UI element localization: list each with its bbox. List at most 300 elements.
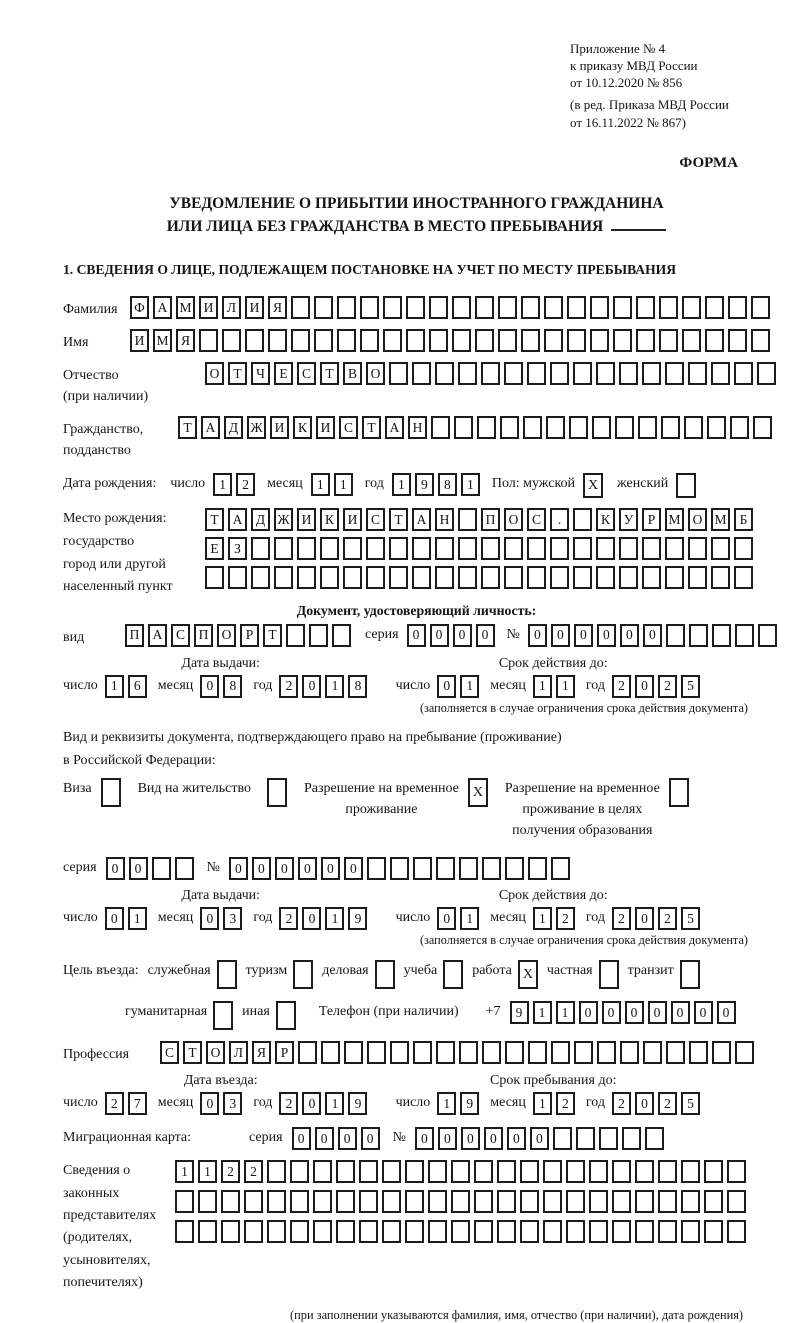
purpose-transit-checkbox[interactable] [680,960,700,989]
char-cell[interactable]: 0 [200,907,219,930]
sex-female-checkbox[interactable] [676,473,696,498]
char-cell[interactable]: К [293,416,312,439]
char-cell[interactable] [199,329,218,352]
char-cell[interactable]: Е [205,537,224,560]
char-cell[interactable]: 0 [321,857,340,880]
char-cell[interactable] [596,537,615,560]
char-cell[interactable] [612,1160,631,1183]
sex-male-checkbox[interactable]: X [583,473,603,498]
char-cell[interactable] [198,1220,217,1243]
temp-permit-checkbox[interactable]: X [468,778,488,807]
char-cell[interactable]: О [217,624,236,647]
char-cell[interactable] [665,537,684,560]
char-cell[interactable] [636,329,655,352]
char-cell[interactable]: 2 [612,675,631,698]
char-cell[interactable]: 0 [528,624,547,647]
char-cell[interactable]: О [205,362,224,385]
char-cell[interactable]: 2 [236,473,255,496]
char-cell[interactable]: 0 [292,1127,311,1150]
char-cell[interactable] [482,1041,501,1064]
char-cell[interactable] [735,624,754,647]
char-cell[interactable] [620,1041,639,1064]
char-cell[interactable] [313,1220,332,1243]
char-cell[interactable]: Т [205,508,224,531]
char-cell[interactable] [689,1041,708,1064]
char-cell[interactable]: Т [178,416,197,439]
char-cell[interactable]: Б [734,508,753,531]
char-cell[interactable] [244,1190,263,1213]
char-cell[interactable] [704,1220,723,1243]
char-cell[interactable] [528,857,547,880]
char-cell[interactable] [553,1127,572,1150]
char-cell[interactable]: 0 [625,1001,644,1024]
char-cell[interactable] [728,329,747,352]
char-cell[interactable]: 0 [635,1092,654,1115]
char-cell[interactable] [712,1041,731,1064]
char-cell[interactable] [336,1220,355,1243]
char-cell[interactable] [711,362,730,385]
purpose-tourism-checkbox[interactable] [293,960,313,989]
char-cell[interactable] [406,329,425,352]
char-cell[interactable]: М [665,508,684,531]
char-cell[interactable]: И [270,416,289,439]
char-cell[interactable] [712,624,731,647]
char-cell[interactable] [454,416,473,439]
char-cell[interactable]: Т [263,624,282,647]
char-cell[interactable] [590,329,609,352]
char-cell[interactable]: 0 [302,907,321,930]
char-cell[interactable] [221,1220,240,1243]
char-cell[interactable] [705,329,724,352]
char-cell[interactable] [367,1041,386,1064]
char-cell[interactable]: П [125,624,144,647]
char-cell[interactable] [458,566,477,589]
char-cell[interactable]: А [153,296,172,319]
char-cell[interactable]: Т [389,508,408,531]
char-cell[interactable] [659,296,678,319]
char-cell[interactable]: 7 [128,1092,147,1115]
char-cell[interactable] [244,1220,263,1243]
char-cell[interactable]: 0 [453,624,472,647]
char-cell[interactable] [481,566,500,589]
char-cell[interactable] [661,416,680,439]
char-cell[interactable] [268,329,287,352]
char-cell[interactable]: И [130,329,149,352]
char-cell[interactable] [527,566,546,589]
char-cell[interactable]: 2 [244,1160,263,1183]
char-cell[interactable]: И [297,508,316,531]
char-cell[interactable]: П [194,624,213,647]
char-cell[interactable] [314,296,333,319]
char-cell[interactable]: 5 [681,907,700,930]
char-cell[interactable]: И [199,296,218,319]
char-cell[interactable]: 2 [556,907,575,930]
char-cell[interactable] [758,624,777,647]
char-cell[interactable] [520,1190,539,1213]
char-cell[interactable] [550,362,569,385]
char-cell[interactable] [435,566,454,589]
char-cell[interactable] [175,1190,194,1213]
char-cell[interactable]: 1 [325,1092,344,1115]
char-cell[interactable] [544,296,563,319]
char-cell[interactable] [500,416,519,439]
char-cell[interactable]: 0 [229,857,248,880]
char-cell[interactable] [413,1041,432,1064]
char-cell[interactable] [475,329,494,352]
char-cell[interactable] [405,1190,424,1213]
char-cell[interactable]: Д [251,508,270,531]
char-cell[interactable] [405,1220,424,1243]
char-cell[interactable] [481,537,500,560]
char-cell[interactable] [452,329,471,352]
char-cell[interactable]: О [206,1041,225,1064]
char-cell[interactable] [405,1160,424,1183]
char-cell[interactable] [267,1160,286,1183]
char-cell[interactable] [753,416,772,439]
char-cell[interactable]: С [171,624,190,647]
char-cell[interactable] [205,566,224,589]
char-cell[interactable] [734,566,753,589]
char-cell[interactable]: 0 [648,1001,667,1024]
char-cell[interactable] [523,416,542,439]
char-cell[interactable] [613,329,632,352]
char-cell[interactable] [704,1190,723,1213]
char-cell[interactable] [566,1160,585,1183]
char-cell[interactable]: 3 [223,907,242,930]
char-cell[interactable]: Р [642,508,661,531]
char-cell[interactable] [635,1220,654,1243]
char-cell[interactable]: С [527,508,546,531]
char-cell[interactable]: 0 [302,1092,321,1115]
char-cell[interactable] [682,296,701,319]
char-cell[interactable] [389,537,408,560]
char-cell[interactable]: 0 [302,675,321,698]
char-cell[interactable] [412,537,431,560]
char-cell[interactable] [390,857,409,880]
char-cell[interactable] [359,1220,378,1243]
char-cell[interactable]: 1 [311,473,330,496]
char-cell[interactable]: 2 [221,1160,240,1183]
char-cell[interactable]: Т [228,362,247,385]
char-cell[interactable] [705,296,724,319]
char-cell[interactable] [290,1190,309,1213]
char-cell[interactable]: 1 [325,907,344,930]
char-cell[interactable] [366,537,385,560]
char-cell[interactable]: С [366,508,385,531]
char-cell[interactable]: . [550,508,569,531]
char-cell[interactable]: 1 [460,675,479,698]
char-cell[interactable]: 0 [437,907,456,930]
char-cell[interactable]: 0 [438,1127,457,1150]
char-cell[interactable]: 0 [717,1001,736,1024]
char-cell[interactable] [267,1190,286,1213]
char-cell[interactable]: А [148,624,167,647]
purpose-business-checkbox[interactable] [217,960,237,989]
char-cell[interactable] [175,1220,194,1243]
char-cell[interactable]: 2 [658,1092,677,1115]
char-cell[interactable] [638,416,657,439]
char-cell[interactable] [505,857,524,880]
char-cell[interactable] [337,329,356,352]
char-cell[interactable] [636,296,655,319]
char-cell[interactable] [451,1190,470,1213]
char-cell[interactable]: У [619,508,638,531]
char-cell[interactable]: 2 [279,1092,298,1115]
char-cell[interactable] [412,566,431,589]
char-cell[interactable]: Т [362,416,381,439]
char-cell[interactable] [551,1041,570,1064]
char-cell[interactable]: 0 [105,907,124,930]
char-cell[interactable] [543,1160,562,1183]
char-cell[interactable] [573,566,592,589]
char-cell[interactable] [389,566,408,589]
char-cell[interactable]: 2 [612,1092,631,1115]
char-cell[interactable] [251,537,270,560]
char-cell[interactable]: С [339,416,358,439]
char-cell[interactable] [198,1190,217,1213]
char-cell[interactable] [406,296,425,319]
char-cell[interactable] [497,1190,516,1213]
char-cell[interactable] [727,1220,746,1243]
char-cell[interactable] [152,857,171,880]
char-cell[interactable] [681,1190,700,1213]
char-cell[interactable]: 1 [128,907,147,930]
char-cell[interactable] [592,416,611,439]
char-cell[interactable] [550,566,569,589]
char-cell[interactable]: 0 [361,1127,380,1150]
char-cell[interactable]: 9 [510,1001,529,1024]
char-cell[interactable]: Ф [130,296,149,319]
char-cell[interactable]: С [297,362,316,385]
char-cell[interactable] [689,624,708,647]
char-cell[interactable]: 9 [348,1092,367,1115]
char-cell[interactable]: 0 [461,1127,480,1150]
char-cell[interactable] [332,624,351,647]
char-cell[interactable] [343,537,362,560]
char-cell[interactable]: 0 [597,624,616,647]
char-cell[interactable]: 8 [438,473,457,496]
char-cell[interactable] [615,416,634,439]
char-cell[interactable]: 0 [430,624,449,647]
purpose-study-checkbox[interactable] [443,960,463,989]
char-cell[interactable] [546,416,565,439]
char-cell[interactable] [482,857,501,880]
char-cell[interactable]: 0 [671,1001,690,1024]
temp-permit-edu-checkbox[interactable] [669,778,689,807]
char-cell[interactable]: 0 [579,1001,598,1024]
char-cell[interactable] [267,1220,286,1243]
char-cell[interactable]: Ж [247,416,266,439]
char-cell[interactable] [498,296,517,319]
char-cell[interactable] [735,1041,754,1064]
char-cell[interactable]: 1 [105,675,124,698]
char-cell[interactable] [576,1127,595,1150]
char-cell[interactable] [435,362,454,385]
char-cell[interactable] [573,508,592,531]
char-cell[interactable]: Я [268,296,287,319]
char-cell[interactable]: П [481,508,500,531]
char-cell[interactable] [336,1190,355,1213]
char-cell[interactable]: 1 [533,1001,552,1024]
char-cell[interactable]: 1 [533,675,552,698]
char-cell[interactable] [504,566,523,589]
char-cell[interactable] [175,857,194,880]
char-cell[interactable] [291,296,310,319]
char-cell[interactable]: 2 [556,1092,575,1115]
char-cell[interactable] [666,1041,685,1064]
char-cell[interactable] [682,329,701,352]
char-cell[interactable] [336,1160,355,1183]
char-cell[interactable]: В [343,362,362,385]
purpose-work-checkbox[interactable]: X [518,960,538,989]
char-cell[interactable] [428,1190,447,1213]
char-cell[interactable] [429,296,448,319]
char-cell[interactable] [596,566,615,589]
char-cell[interactable]: 1 [460,907,479,930]
char-cell[interactable] [622,1127,641,1150]
char-cell[interactable]: А [412,508,431,531]
char-cell[interactable] [635,1190,654,1213]
char-cell[interactable] [481,362,500,385]
char-cell[interactable]: 1 [325,675,344,698]
char-cell[interactable] [382,1190,401,1213]
char-cell[interactable] [520,1220,539,1243]
char-cell[interactable] [612,1220,631,1243]
char-cell[interactable]: М [711,508,730,531]
char-cell[interactable] [360,296,379,319]
char-cell[interactable] [659,329,678,352]
char-cell[interactable]: 0 [315,1127,334,1150]
char-cell[interactable]: Р [240,624,259,647]
char-cell[interactable] [436,1041,455,1064]
char-cell[interactable] [497,1220,516,1243]
char-cell[interactable]: 0 [129,857,148,880]
char-cell[interactable] [382,1160,401,1183]
char-cell[interactable] [550,537,569,560]
char-cell[interactable]: 0 [415,1127,434,1150]
char-cell[interactable] [757,362,776,385]
char-cell[interactable] [474,1160,493,1183]
char-cell[interactable]: Ч [251,362,270,385]
char-cell[interactable] [504,362,523,385]
char-cell[interactable] [574,1041,593,1064]
char-cell[interactable] [383,329,402,352]
char-cell[interactable]: З [228,537,247,560]
char-cell[interactable]: 1 [213,473,232,496]
char-cell[interactable] [452,296,471,319]
char-cell[interactable] [612,1190,631,1213]
char-cell[interactable] [521,296,540,319]
char-cell[interactable] [498,329,517,352]
char-cell[interactable] [359,1190,378,1213]
char-cell[interactable] [274,566,293,589]
char-cell[interactable] [360,329,379,352]
char-cell[interactable]: 0 [643,624,662,647]
char-cell[interactable] [297,566,316,589]
char-cell[interactable]: Я [176,329,195,352]
char-cell[interactable]: О [688,508,707,531]
char-cell[interactable] [543,1220,562,1243]
char-cell[interactable] [228,566,247,589]
char-cell[interactable] [458,362,477,385]
char-cell[interactable] [688,362,707,385]
char-cell[interactable]: 3 [223,1092,242,1115]
char-cell[interactable] [451,1220,470,1243]
char-cell[interactable] [727,1160,746,1183]
char-cell[interactable] [474,1220,493,1243]
char-cell[interactable]: О [504,508,523,531]
purpose-humanitarian-checkbox[interactable] [213,1001,233,1030]
char-cell[interactable]: 0 [530,1127,549,1150]
char-cell[interactable]: 2 [279,675,298,698]
char-cell[interactable]: 8 [223,675,242,698]
char-cell[interactable]: 6 [128,675,147,698]
char-cell[interactable] [727,1190,746,1213]
char-cell[interactable]: 1 [334,473,353,496]
char-cell[interactable] [504,537,523,560]
char-cell[interactable] [497,1160,516,1183]
char-cell[interactable] [642,362,661,385]
char-cell[interactable] [684,416,703,439]
char-cell[interactable] [665,362,684,385]
char-cell[interactable] [658,1220,677,1243]
char-cell[interactable]: И [343,508,362,531]
residence-permit-checkbox[interactable] [267,778,287,807]
char-cell[interactable]: 0 [200,675,219,698]
char-cell[interactable] [343,566,362,589]
purpose-other-checkbox[interactable] [276,1001,296,1030]
char-cell[interactable] [569,416,588,439]
char-cell[interactable] [412,362,431,385]
char-cell[interactable] [711,566,730,589]
char-cell[interactable]: М [153,329,172,352]
char-cell[interactable] [635,1160,654,1183]
purpose-commercial-checkbox[interactable] [375,960,395,989]
char-cell[interactable] [451,1160,470,1183]
char-cell[interactable]: И [316,416,335,439]
char-cell[interactable] [642,537,661,560]
char-cell[interactable] [389,362,408,385]
char-cell[interactable]: 0 [344,857,363,880]
char-cell[interactable] [619,566,638,589]
char-cell[interactable]: Л [229,1041,248,1064]
char-cell[interactable]: 0 [338,1127,357,1150]
char-cell[interactable]: 5 [681,1092,700,1115]
char-cell[interactable] [298,1041,317,1064]
char-cell[interactable] [704,1160,723,1183]
char-cell[interactable] [658,1160,677,1183]
char-cell[interactable] [431,416,450,439]
char-cell[interactable]: 0 [476,624,495,647]
char-cell[interactable]: 0 [602,1001,621,1024]
char-cell[interactable] [477,416,496,439]
char-cell[interactable] [613,296,632,319]
char-cell[interactable]: Е [274,362,293,385]
char-cell[interactable]: 0 [551,624,570,647]
char-cell[interactable]: Р [275,1041,294,1064]
char-cell[interactable]: 2 [279,907,298,930]
char-cell[interactable] [521,329,540,352]
char-cell[interactable]: 0 [298,857,317,880]
char-cell[interactable] [751,296,770,319]
char-cell[interactable] [505,1041,524,1064]
char-cell[interactable]: А [201,416,220,439]
char-cell[interactable]: 9 [348,907,367,930]
char-cell[interactable]: 8 [348,675,367,698]
char-cell[interactable]: 1 [392,473,411,496]
char-cell[interactable] [366,566,385,589]
char-cell[interactable] [544,329,563,352]
